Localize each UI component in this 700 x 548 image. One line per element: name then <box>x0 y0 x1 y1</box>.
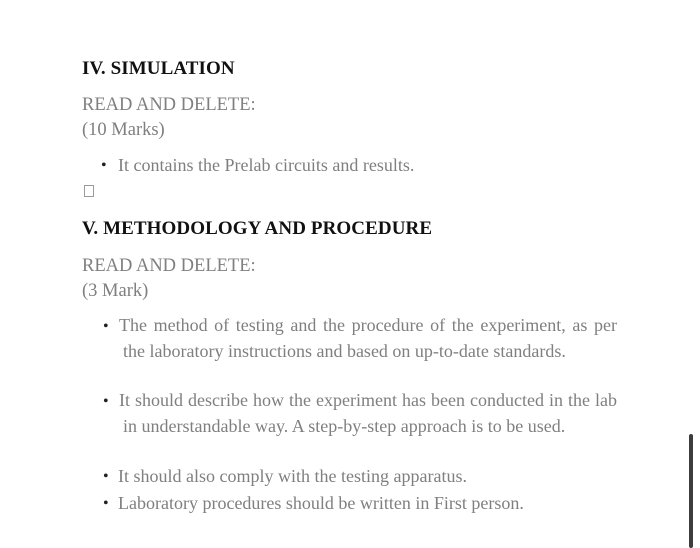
bullet-icon: • <box>103 468 109 485</box>
section-heading-methodology: V. METHODOLOGY AND PROCEDURE <box>82 218 433 239</box>
bullet-icon: • <box>103 318 109 335</box>
section-heading-simulation: IV. SIMULATION <box>82 58 235 79</box>
list-item: It should also comply with the testing apparatus. <box>118 466 467 486</box>
list-item <box>119 313 617 364</box>
read-and-delete-note: READ AND DELETE: <box>82 256 256 276</box>
bullet-icon: • <box>103 495 109 512</box>
list-item <box>119 388 617 439</box>
empty-checkbox-icon[interactable] <box>84 185 94 197</box>
list-item-text: It should describe how the experiment has been conducted in the lab in understandable way. A step-by-step approach is to be used. <box>119 390 617 436</box>
list-item: It contains the Prelab circuits and results. <box>118 155 415 175</box>
bullet-icon: • <box>103 393 109 410</box>
marks-note: (10 Marks) <box>82 120 165 140</box>
vertical-scrollbar[interactable] <box>689 434 693 548</box>
read-and-delete-note: READ AND DELETE: <box>82 95 256 115</box>
bullet-icon: • <box>101 157 107 174</box>
list-item: Laboratory procedures should be written in First person. <box>118 493 524 513</box>
marks-note: (3 Mark) <box>82 281 149 301</box>
list-item-text: The method of testing and the procedure of the experiment, as per the laboratory instructions and based on up-to-date standards. <box>119 315 617 361</box>
